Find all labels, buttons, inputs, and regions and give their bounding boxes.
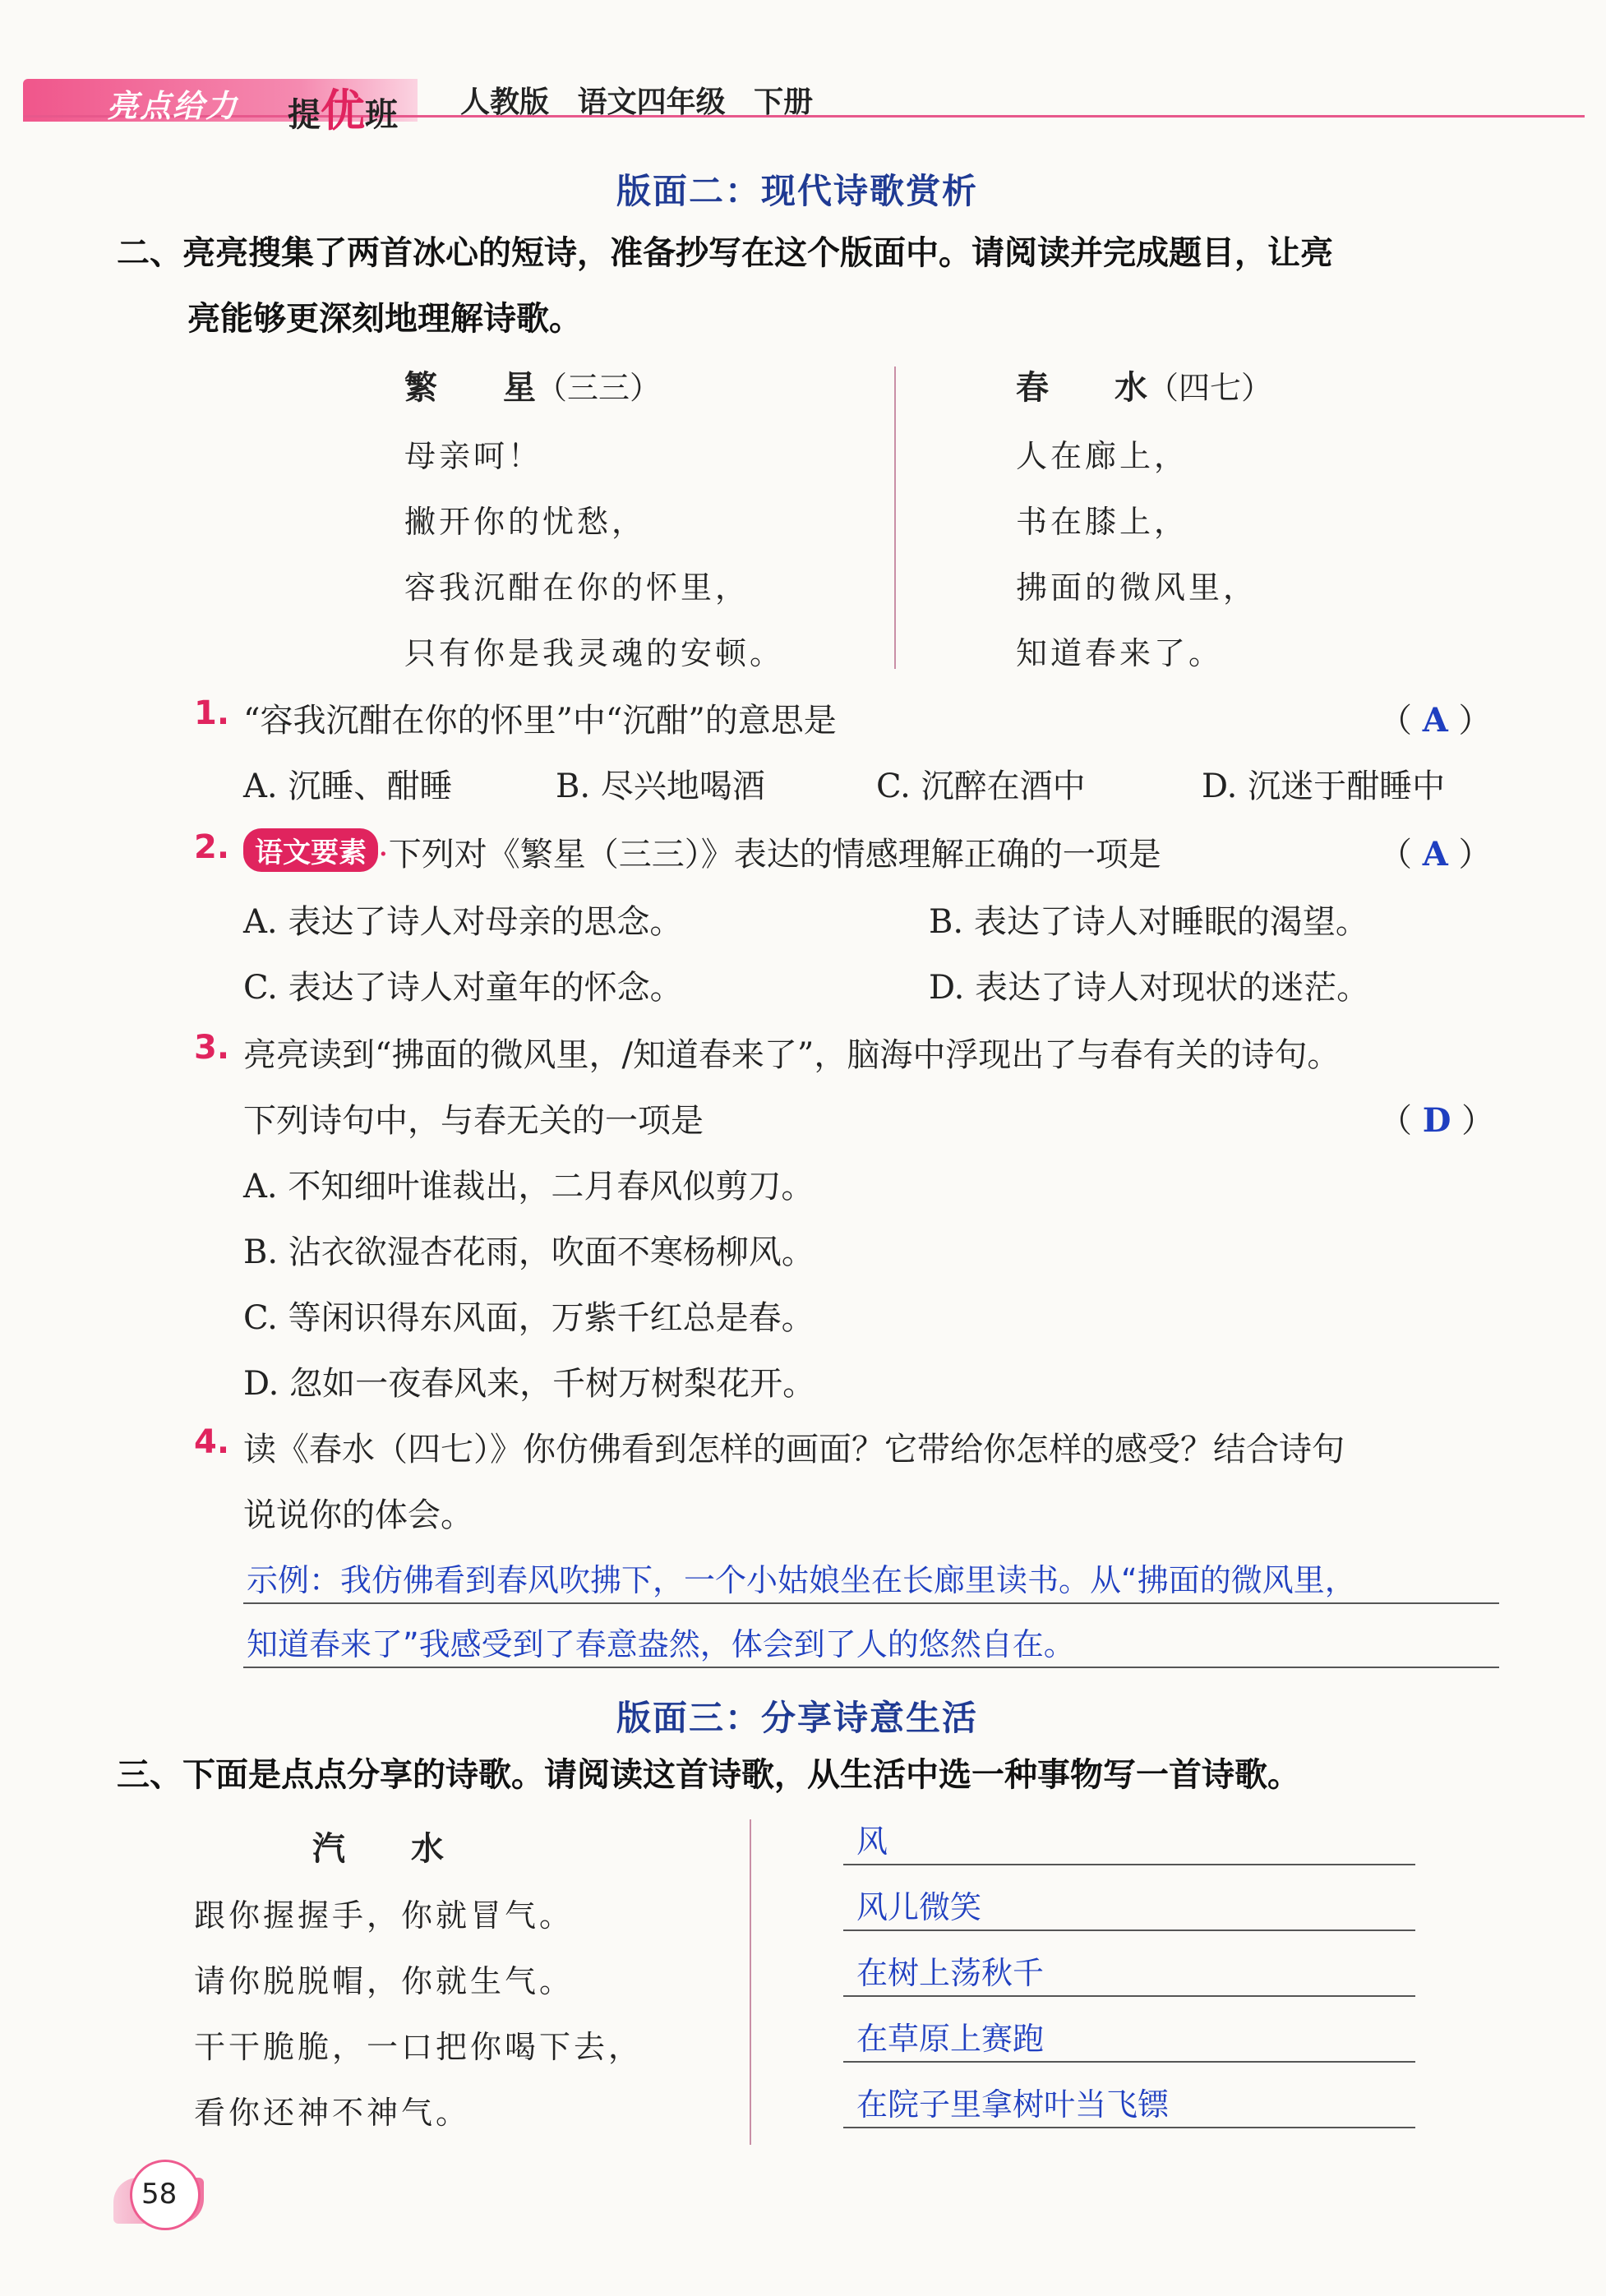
section2-heading-line2: 亮能够更深刻地理解诗歌。 <box>187 300 582 338</box>
q1-option-d: D. 沉迷于酣睡中 <box>1202 768 1446 805</box>
q2-option-b: B. 表达了诗人对睡眠的渴望。 <box>929 903 1368 941</box>
poem-chunshui-line-2: 书在膝上， <box>1016 504 1189 540</box>
poem-chunshui-line-1: 人在廊上， <box>1016 438 1189 474</box>
written-poem-underline-2 <box>843 1929 1415 1931</box>
section3-heading: 三、下面是点点分享的诗歌。请阅读这首诗歌，从生活中选一种事物写一首诗歌。 <box>117 1756 1300 1794</box>
written-poem-underline-4 <box>843 2061 1415 2063</box>
section2-title: 版面二：现代诗歌赏析 <box>616 171 979 211</box>
edition: 人教版 <box>460 85 550 119</box>
brand-slogan: 亮点给力 <box>107 88 239 124</box>
q3-text-line1: 亮亮读到“拂面的微风里，/知道春来了”，脑海中浮现出了与春有关的诗句。 <box>243 1036 1341 1074</box>
written-poem-line-5: 在院子里拿树叶当飞镖 <box>856 2086 1170 2123</box>
q3-answer-paren: （ D ） <box>1379 1101 1495 1140</box>
q4-text-line2: 说说你的体会。 <box>243 1496 473 1534</box>
q2-answer-paren: （ A ） <box>1379 835 1492 874</box>
q4-answer-line1: 示例：我仿佛看到春风吹拂下，一个小姑娘坐在长廊里读书。从“拂面的微风里， <box>247 1562 1356 1598</box>
q1-text: “容我沉酣在你的怀里”中“沉酣”的意思是 <box>243 702 837 740</box>
q3-text-line2: 下列诗句中，与春无关的一项是 <box>243 1102 704 1140</box>
q1-option-b: B. 尽兴地喝酒 <box>556 768 765 805</box>
q4-number: 4. <box>194 1423 230 1461</box>
written-poem-underline-1 <box>843 1864 1415 1865</box>
written-poem-line-1: 风 <box>856 1823 888 1860</box>
poem-fanxing-line-2: 撇开你的忧愁， <box>404 504 647 540</box>
q3-number: 3. <box>194 1029 230 1067</box>
q2-text-line: 语文要素 ·下列对《繁星（三三）》表达的情感理解正确的一项是 <box>243 828 1161 875</box>
poem-divider <box>894 367 896 669</box>
written-poem-underline-5 <box>843 2127 1415 2128</box>
q3-option-b: B. 沾衣欲湿杏花雨，吹面不寒杨柳风。 <box>243 1233 815 1271</box>
poem-fanxing-line-1: 母亲呵！ <box>404 438 543 474</box>
q1-option-a: A. 沉睡、酣睡 <box>243 768 453 805</box>
poem-fanxing-line-3: 容我沉酣在你的怀里， <box>404 569 750 606</box>
written-poem-line-4: 在草原上赛跑 <box>856 2021 1045 2057</box>
book-info <box>460 79 813 121</box>
q3-option-a: A. 不知细叶谁裁出，二月春风似剪刀。 <box>243 1168 815 1206</box>
section3-divider <box>750 1819 751 2145</box>
poem-fanxing-line-4: 只有你是我灵魂的安顿。 <box>404 635 785 671</box>
q2-answer: A <box>1422 835 1448 874</box>
poem-fanxing-title: 繁 星（三三） <box>404 368 662 407</box>
written-poem-line-3: 在树上荡秋千 <box>856 1955 1045 1991</box>
q1-option-c: C. 沉醉在酒中 <box>876 768 1086 805</box>
page-number: 58 <box>141 2178 178 2211</box>
written-poem-line-2: 风儿微笑 <box>856 1889 982 1925</box>
q4-answer-underline-1 <box>243 1602 1499 1604</box>
q3-option-c: C. 等闲识得东风面，万紫千红总是春。 <box>243 1299 815 1337</box>
q1-number: 1. <box>194 694 230 732</box>
poem-qishui-line-2: 请你脱脱帽，你就生气。 <box>194 1963 575 1999</box>
q2-number: 2. <box>194 828 230 866</box>
q2-option-d: D. 表达了诗人对现状的迷茫。 <box>929 969 1370 1007</box>
q2-option-c: C. 表达了诗人对童年的怀念。 <box>243 969 683 1007</box>
brand-name: 提优班 <box>288 85 398 136</box>
q1-answer: A <box>1422 701 1448 740</box>
subject: 语文四年级 <box>577 85 726 119</box>
q4-answer-line2: 知道春来了”我感受到了春意盎然，体会到了人的悠然自在。 <box>247 1626 1075 1662</box>
q1-answer-paren: （ A ） <box>1379 701 1492 740</box>
q2-tag-yuwen-yaosu: 语文要素 <box>243 828 378 872</box>
q2-option-a: A. 表达了诗人对母亲的思念。 <box>243 903 683 941</box>
q4-text-line1: 读《春水（四七）》你仿佛看到怎样的画面？它带给你怎样的感受？结合诗句 <box>243 1431 1345 1468</box>
poem-qishui-line-4: 看你还神不神气。 <box>194 2095 471 2131</box>
poem-qishui-line-3: 干干脆脆，一口把你喝下去， <box>194 2029 644 2065</box>
poem-chunshui-line-3: 拂面的微风里， <box>1016 569 1258 606</box>
volume: 下册 <box>754 85 814 119</box>
poem-qishui-line-1: 跟你握握手，你就冒气。 <box>194 1897 575 1934</box>
section2-heading-line1: 二、亮亮搜集了两首冰心的短诗，准备抄写在这个版面中。请阅读并完成题目，让亮 <box>117 234 1333 272</box>
poem-chunshui-line-4: 知道春来了。 <box>1016 635 1224 671</box>
poem-chunshui-title: 春 水（四七） <box>1016 368 1273 407</box>
poem-qishui-title: 汽 水 <box>312 1829 444 1868</box>
q3-option-d: D. 忽如一夜春风来，千树万树梨花开。 <box>243 1365 816 1403</box>
written-poem-underline-3 <box>843 1995 1415 1997</box>
q3-answer: D <box>1422 1101 1451 1140</box>
section3-title: 版面三：分享诗意生活 <box>616 1698 979 1738</box>
q4-answer-underline-2 <box>243 1667 1499 1668</box>
